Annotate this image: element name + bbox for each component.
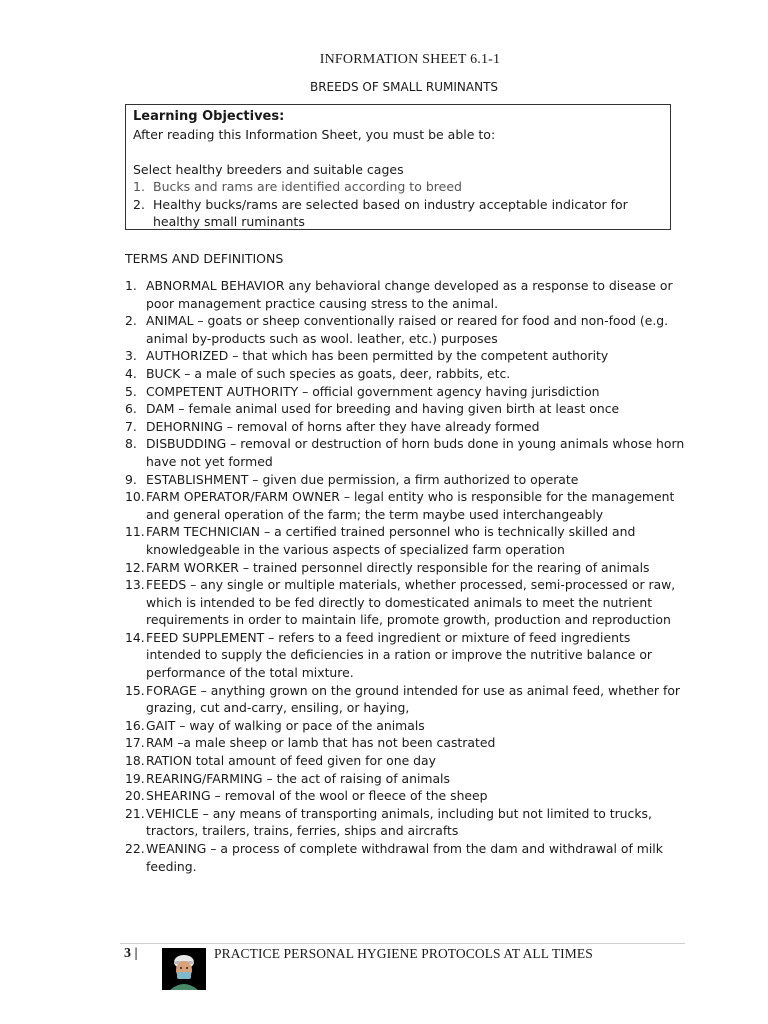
objectives-spacer <box>133 143 663 161</box>
term-text: FARM OPERATOR/FARM OWNER – legal entity who is responsible for the management and general operation of the farm; the term maybe used interchangeably <box>146 489 675 522</box>
term-text: ABNORMAL BEHAVIOR any behavioral change developed as a response to disease or poor management practice causing stress to the animal. <box>146 278 673 311</box>
term-text: FEEDS – any single or multiple materials, whether processed, semi-processed or raw, which is intended to be fed directly to domesticated animals to meet the nutrient requirements in order to maintain life, promote growth, production and reproduction <box>146 577 676 628</box>
term-text: RATION total amount of feed given for one day <box>146 753 436 769</box>
term-item <box>125 400 685 418</box>
term-number: 4. <box>125 365 137 381</box>
term-text: ANIMAL – goats or sheep conventionally raised or reared for food and non-food (e.g. animal by-products such as wool. leather, etc.) purposes <box>146 313 669 346</box>
term-number: 12. <box>125 559 145 575</box>
term-text: AUTHORIZED – that which has been permitted by the competent authority <box>146 348 609 364</box>
term-item <box>125 770 685 788</box>
term-item <box>125 805 685 840</box>
term-item <box>125 312 685 347</box>
term-text: FARM WORKER – trained personnel directly responsible for the rearing of animals <box>146 559 650 575</box>
term-number: 6. <box>125 401 137 417</box>
term-text: DEHORNING – removal of horns after they have already formed <box>146 418 540 434</box>
term-number: 8. <box>125 436 137 452</box>
term-number: 10. <box>125 489 145 505</box>
term-item <box>125 629 685 682</box>
term-item <box>125 717 685 735</box>
term-text: COMPETENT AUTHORITY – official government agency having jurisdiction <box>146 383 600 399</box>
term-item <box>125 435 685 470</box>
term-text: VEHICLE – any means of transporting animals, including but not limited to trucks, tractors, trailers, trains, ferries, ships and aircrafts <box>146 805 652 839</box>
term-item <box>125 418 685 436</box>
term-number: 13. <box>125 577 145 593</box>
term-number: 2. <box>125 313 137 329</box>
masked-worker-icon-graphic <box>162 948 206 990</box>
term-number: 11. <box>125 524 145 540</box>
term-item <box>125 383 685 401</box>
term-item <box>125 840 685 875</box>
term-item <box>125 365 685 383</box>
term-text: ESTABLISHMENT – given due permission, a firm authorized to operate <box>146 471 579 487</box>
term-text: SHEARING – removal of the wool or fleece of the sheep <box>146 788 488 804</box>
sheet-subtitle: BREEDS OF SMALL RUMINANTS <box>309 80 499 94</box>
term-text: DISBUDDING – removal or destruction of horn buds done in young animals whose horn have not yet formed <box>146 436 685 469</box>
term-item <box>125 277 685 312</box>
term-text: RAM –a male sheep or lamb that has not been castrated <box>146 735 496 751</box>
objective-text: Bucks and rams are identified according to breed <box>153 179 462 194</box>
term-text: FORAGE – anything grown on the ground intended for use as animal feed, whether for grazing, cut and-carry, ensiling, or haying, <box>146 682 681 716</box>
term-number: 14. <box>125 629 145 645</box>
masked-worker-icon <box>162 948 206 990</box>
term-number: 21. <box>125 805 145 821</box>
term-text: FEED SUPPLEMENT – refers to a feed ingredient or mixture of feed ingredients intended to supply the deficiencies in a ration or improve the nutritive balance or performance of the total mixture. <box>146 629 653 681</box>
term-text: DAM – female animal used for breeding and having given birth at least once <box>146 401 620 417</box>
term-number: 22. <box>125 841 145 856</box>
sheet-title: INFORMATION SHEET 6.1-1 <box>319 52 501 67</box>
term-item <box>125 471 685 489</box>
objectives-task: Select healthy breeders and suitable cages <box>133 161 404 177</box>
term-item <box>125 752 685 770</box>
objective-number: 1. <box>133 179 145 194</box>
term-item <box>125 523 685 558</box>
learning-objectives-box <box>125 104 671 230</box>
term-item <box>125 787 685 805</box>
terms-list <box>125 277 685 875</box>
term-item <box>125 347 685 365</box>
objective-item <box>133 178 663 196</box>
objective-number: 2. <box>133 196 145 212</box>
objective-item <box>133 196 663 231</box>
term-number: 5. <box>125 383 137 399</box>
objectives-list <box>133 178 663 231</box>
term-text: WEANING – a process of complete withdrawal from the dam and withdrawal of milk feeding. <box>146 841 663 874</box>
objectives-heading: Learning Objectives: <box>133 109 285 124</box>
term-number: 3. <box>125 348 137 364</box>
page-number: 3 | <box>124 946 138 961</box>
footer-divider <box>120 943 685 944</box>
terms-heading: TERMS AND DEFINITIONS <box>125 251 284 266</box>
objective-text: Healthy bucks/rams are selected based on industry acceptable indicator for healthy small ruminants <box>153 196 628 229</box>
term-item <box>125 559 685 577</box>
term-item <box>125 682 685 717</box>
term-number: 15. <box>125 682 145 698</box>
term-text: BUCK – a male of such species as goats, deer, rabbits, etc. <box>146 365 511 381</box>
term-number: 20. <box>125 788 145 804</box>
term-item <box>125 576 685 629</box>
term-text: REARING/FARMING – the act of raising of animals <box>146 770 450 786</box>
term-number: 18. <box>125 753 145 769</box>
term-text: FARM TECHNICIAN – a certified trained personnel who is technically skilled and knowledgeable in the various aspects of specialized farm operation <box>146 524 636 557</box>
term-item <box>125 488 685 523</box>
term-number: 17. <box>125 735 145 751</box>
term-number: 16. <box>125 717 145 733</box>
term-number: 9. <box>125 471 137 487</box>
term-number: 19. <box>125 770 145 786</box>
term-text: GAIT – way of walking or pace of the animals <box>146 717 425 733</box>
objectives-intro: After reading this Information Sheet, you must be able to: <box>133 126 496 142</box>
term-number: 1. <box>125 278 137 293</box>
term-number: 7. <box>125 418 137 434</box>
footer-motto: PRACTICE PERSONAL HYGIENE PROTOCOLS AT ALL TIMES <box>214 946 593 961</box>
term-item <box>125 734 685 752</box>
